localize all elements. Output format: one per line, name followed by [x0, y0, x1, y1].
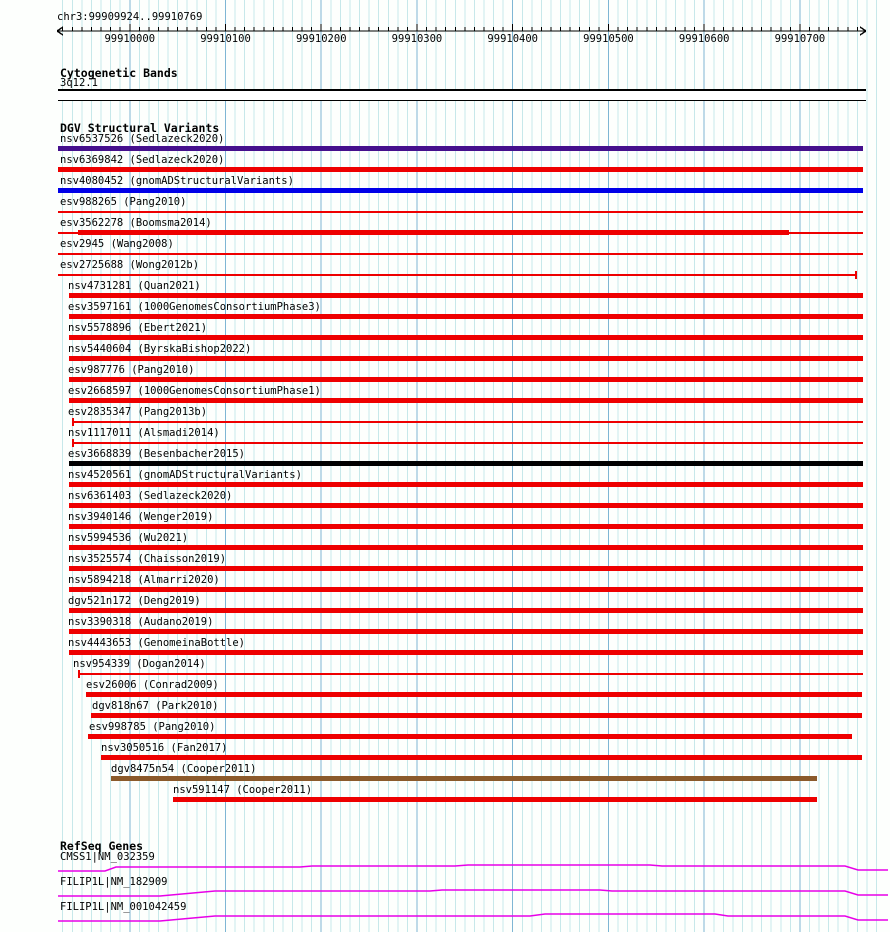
ruler-tick-label: 99910200	[295, 33, 347, 45]
variant-line[interactable]	[78, 673, 863, 675]
gene-label[interactable]: FILIP1L|NM_182909	[60, 876, 168, 888]
ruler-tick-label: 99910400	[487, 33, 538, 45]
variant-bar[interactable]	[88, 734, 852, 739]
refseq-genes-header: RefSeq Genes	[60, 839, 144, 853]
variant-label[interactable]: nsv6369842 (Sedlazeck2020)	[60, 154, 225, 166]
variant-bar[interactable]	[69, 629, 863, 634]
variant-bar[interactable]	[69, 356, 863, 361]
gene-label[interactable]: CMSS1|NM_032359	[60, 851, 155, 863]
variant-bar[interactable]	[69, 524, 863, 529]
variant-bar[interactable]	[173, 797, 817, 802]
variant-bar[interactable]	[69, 293, 863, 298]
ruler-tick-label: 99910700	[774, 33, 826, 45]
variant-label[interactable]: esv3668839 (Besenbacher2015)	[68, 448, 246, 460]
variant-endpoint-tick[interactable]	[855, 271, 857, 279]
variant-label[interactable]: nsv5440604 (ByrskaBishop2022)	[68, 343, 252, 355]
variant-label[interactable]: nsv6361403 (Sedlazeck2020)	[68, 490, 233, 502]
variant-bar[interactable]	[58, 188, 863, 193]
variant-line[interactable]	[58, 253, 863, 255]
variant-label[interactable]: esv988265 (Pang2010)	[60, 196, 187, 208]
variant-bar[interactable]	[69, 650, 863, 655]
variant-label[interactable]: nsv5894218 (Almarri2020)	[68, 574, 220, 586]
variant-label[interactable]: esv987776 (Pang2010)	[68, 364, 195, 376]
region-title: chr3:99909924..99910769	[57, 11, 203, 23]
variant-label[interactable]: esv2945 (Wang2008)	[60, 238, 174, 250]
variant-label[interactable]: nsv4080452 (gnomADStructuralVariants)	[60, 175, 294, 187]
variant-label[interactable]: esv3597161 (1000GenomesConsortiumPhase3)	[68, 301, 321, 313]
variant-bar[interactable]	[86, 692, 862, 697]
variant-endpoint-tick[interactable]	[72, 418, 74, 426]
variant-label[interactable]: nsv591147 (Cooper2011)	[173, 784, 313, 796]
variant-endpoint-tick[interactable]	[72, 439, 74, 447]
variant-bar[interactable]	[69, 587, 863, 592]
ruler-tick-label: 99910300	[391, 33, 443, 45]
ruler-tick-label: 99910500	[583, 33, 634, 45]
variant-bar[interactable]	[78, 230, 789, 235]
ruler-tick-label: 99910600	[678, 33, 730, 45]
ruler-tick-label: 99910000	[104, 33, 156, 45]
gene-structure-line[interactable]	[58, 914, 888, 921]
variant-label[interactable]: nsv954339 (Dogan2014)	[73, 658, 206, 670]
variant-label[interactable]: nsv5578896 (Ebert2021)	[68, 322, 208, 334]
gene-structure-line[interactable]	[58, 890, 888, 896]
cytoband-band	[58, 89, 866, 101]
variant-label[interactable]: nsv1117011 (Alsmadi2014)	[68, 427, 220, 439]
variant-line[interactable]	[58, 274, 856, 276]
variant-bar[interactable]	[69, 503, 863, 508]
variant-label[interactable]: dgv818n67 (Park2010)	[92, 700, 219, 712]
variant-label[interactable]: esv2835347 (Pang2013b)	[68, 406, 208, 418]
variant-endpoint-tick[interactable]	[78, 670, 80, 678]
variant-label[interactable]: esv2725688 (Wong2012b)	[60, 259, 200, 271]
variant-bar[interactable]	[69, 377, 863, 382]
variant-label[interactable]: esv3562278 (Boomsma2014)	[60, 217, 212, 229]
variant-bar[interactable]	[69, 398, 863, 403]
variant-label[interactable]: nsv6537526 (Sedlazeck2020)	[60, 133, 225, 145]
variant-bar[interactable]	[69, 608, 863, 613]
variant-bar[interactable]	[58, 146, 863, 151]
variant-bar[interactable]	[69, 335, 863, 340]
cytoband-label: 3q12.1	[60, 77, 98, 89]
variant-bar[interactable]	[58, 167, 863, 172]
variant-label[interactable]: nsv4731281 (Quan2021)	[68, 280, 201, 292]
dgv-structural-variants-header: DGV Structural Variants	[60, 121, 220, 135]
variant-line[interactable]	[72, 442, 863, 444]
ruler[interactable]	[57, 24, 866, 35]
variant-label[interactable]: dgv521n172 (Deng2019)	[68, 595, 201, 607]
variant-bar[interactable]	[69, 314, 863, 319]
variant-bar[interactable]	[69, 566, 863, 571]
variant-bar[interactable]	[91, 713, 862, 718]
variant-label[interactable]: nsv5994536 (Wu2021)	[68, 532, 189, 544]
gene-structure-line[interactable]	[58, 865, 888, 871]
gene-label[interactable]: FILIP1L|NM_001042459	[60, 901, 187, 913]
variant-label[interactable]: nsv3050516 (Fan2017)	[101, 742, 228, 754]
variant-label[interactable]: nsv3390318 (Audano2019)	[68, 616, 214, 628]
variant-bar[interactable]	[101, 755, 862, 760]
variant-label[interactable]: nsv3940146 (Wenger2019)	[68, 511, 214, 523]
variant-bar[interactable]	[69, 461, 863, 466]
variant-bar[interactable]	[69, 545, 863, 550]
variant-label[interactable]: esv998785 (Pang2010)	[89, 721, 216, 733]
variant-label[interactable]: esv2668597 (1000GenomesConsortiumPhase1)	[68, 385, 321, 397]
cytogenetic-bands-header: Cytogenetic Bands	[60, 66, 178, 80]
variant-label[interactable]: nsv4520561 (gnomADStructuralVariants)	[68, 469, 302, 481]
variant-bar[interactable]	[111, 776, 817, 781]
variant-label[interactable]: nsv3525574 (Chaisson2019)	[68, 553, 227, 565]
variant-line[interactable]	[72, 421, 863, 423]
variant-bar[interactable]	[69, 482, 863, 487]
variant-line[interactable]	[58, 211, 863, 213]
variant-label[interactable]: esv26006 (Conrad2009)	[86, 679, 219, 691]
variant-label[interactable]: dgv8475n54 (Cooper2011)	[111, 763, 257, 775]
ruler-tick-label: 99910100	[200, 33, 251, 45]
variant-label[interactable]: nsv4443653 (GenomeinaBottle)	[68, 637, 246, 649]
